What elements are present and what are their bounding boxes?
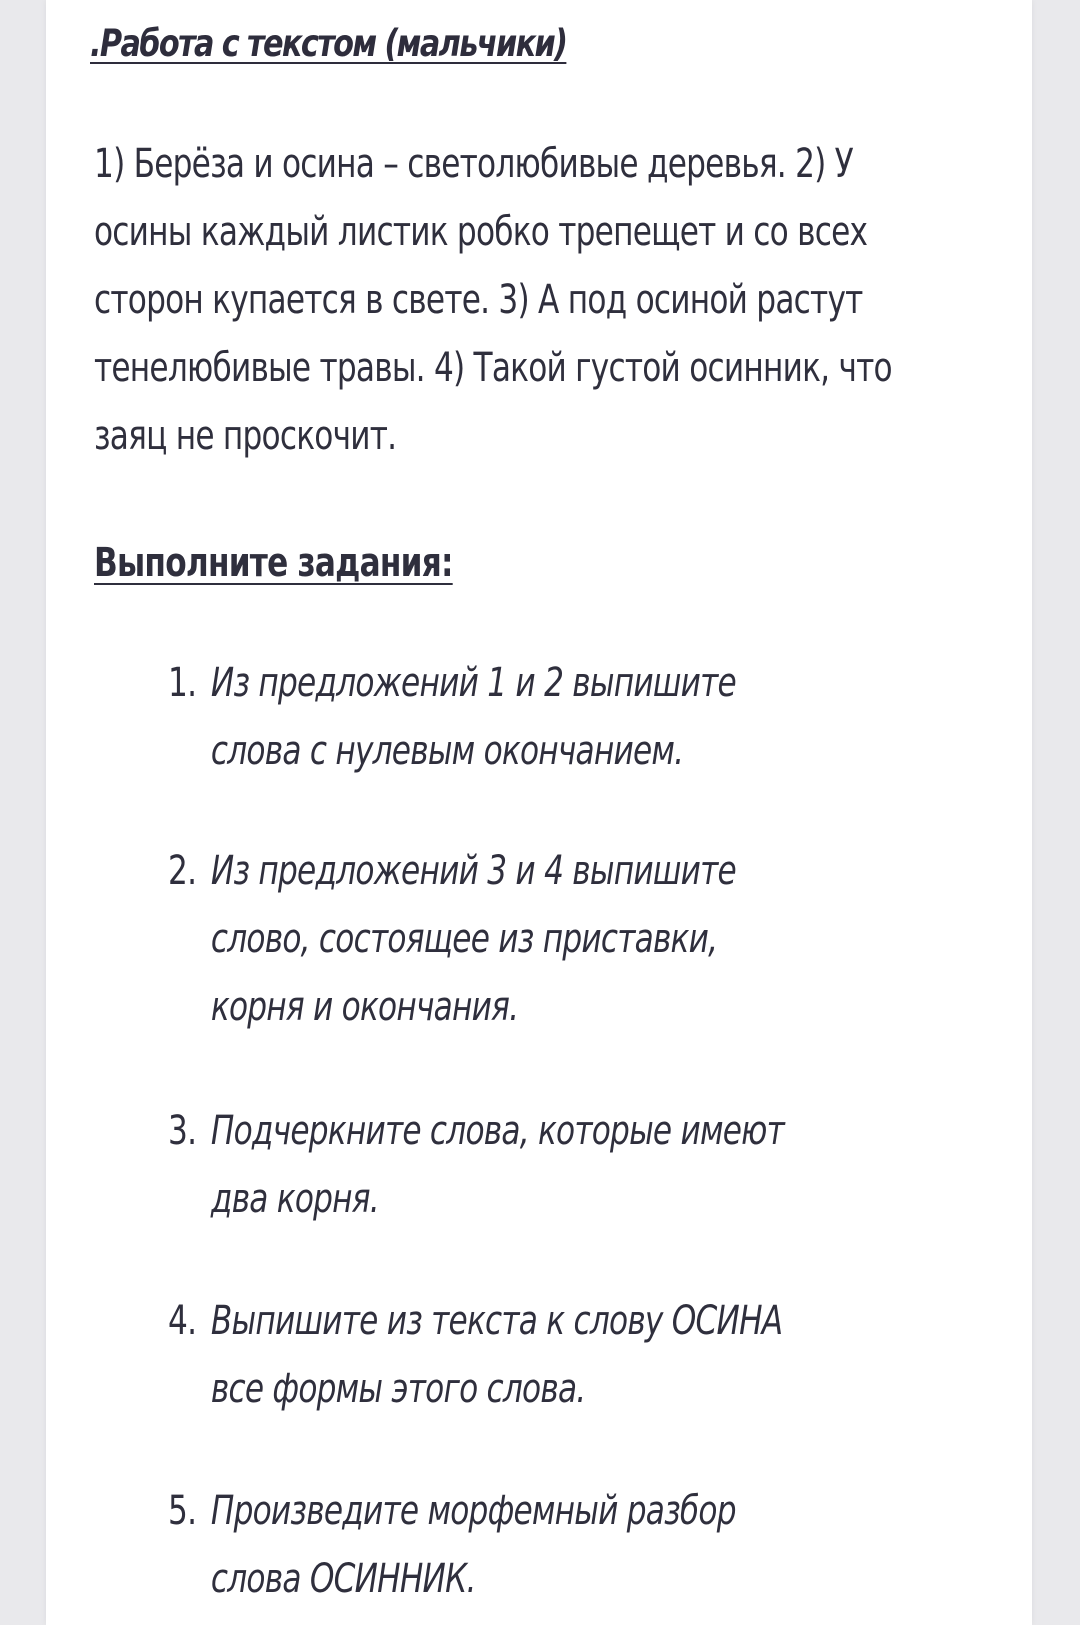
task-number: 2.	[168, 848, 197, 894]
task-text: Из предложений 3 и 4 выпишите слово, состоящее из приставки, корня и окончания.	[210, 848, 736, 1030]
task-item	[168, 1097, 901, 1233]
task-number: 4.	[168, 1298, 197, 1344]
text-paragraph: 1) Берёза и осина – светолюбивые деревья. 2) У осины каждый листик робко трепещет и со всех сторон купается в свете. 3) А под осиной растут тенелюбивые травы. 4) Такой густой осинник, что заяц не проскочит.	[94, 141, 892, 459]
task-item	[168, 1287, 901, 1423]
task-number: 1.	[168, 660, 197, 706]
task-item	[168, 1477, 901, 1613]
document-page	[46, 0, 1032, 1625]
task-item	[168, 649, 901, 785]
task-text: Из предложений 1 и 2 выпишите слова с нулевым окончанием.	[210, 660, 736, 774]
task-number: 5.	[168, 1488, 197, 1534]
task-text: Выпишите из текста к слову ОСИНА все формы этого слова.	[210, 1298, 783, 1412]
task-text: Произведите морфемный разбор слова ОСИННИК.	[210, 1488, 736, 1602]
tasks-heading: Выполните задания:	[94, 540, 453, 586]
task-item	[168, 837, 901, 1041]
task-text: Подчеркните слова, которые имеют два корня.	[210, 1108, 785, 1222]
document-title: .Работа с текстом (мальчики)	[90, 22, 567, 65]
task-number: 3.	[168, 1108, 197, 1154]
